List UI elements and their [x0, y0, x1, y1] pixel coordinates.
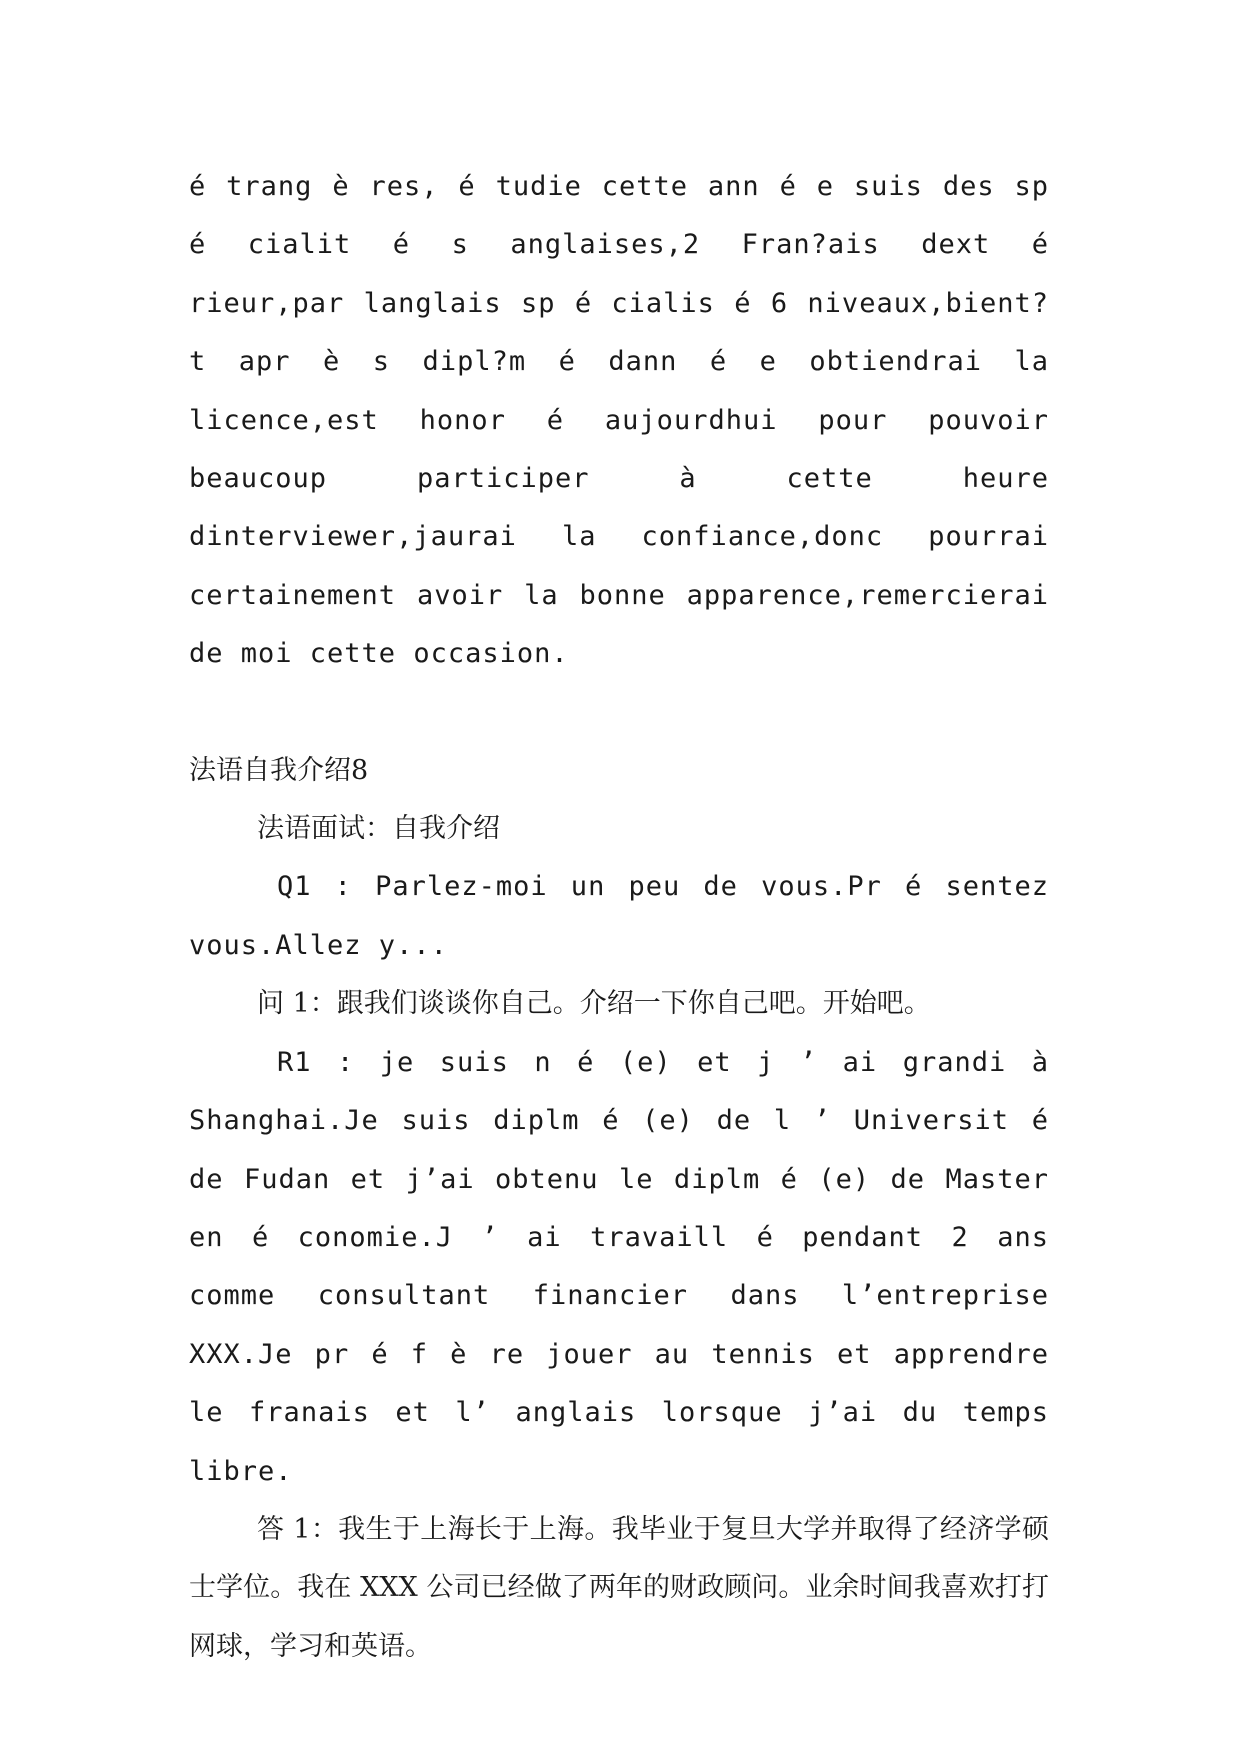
document-body [189, 158, 1049, 1676]
question-1-chinese: 问 1：跟我们谈谈你自己。介绍一下你自己吧。开始吧。 [257, 988, 931, 1020]
response-1-french: R1 : je suis n é (e) et j ’ ai grandi à Shanghai.Je suis diplm é (e) de l ’ Universit é de Fudan et j’ai obtenu le diplm é (e) de Master en é conomie.J ’ ai travaill é pendant 2 ans comme consultant financier dans l’entreprise XXX.Je pr é f è re jouer au tennis et apprendre le franais et l’ anglais lorsque j’ai du temps libre. [189, 1046, 1049, 1487]
subtitle-interview: 法语面试：自我介绍 [257, 813, 500, 845]
answer-1-chinese: 答 1：我生于上海长于上海。我毕业于复旦大学并取得了经济学硕士学位。我在 XXX 公司已经做了两年的财政顾问。业余时间我喜欢打打网球，学习和英语。 [189, 1513, 1049, 1662]
section-spacer [189, 684, 1049, 742]
section-title: 法语自我介绍8 [189, 754, 369, 786]
question-1-french: Q1 : Parlez-moi un peu de vous.Pr é sentez vous.Allez y... [189, 871, 1049, 961]
paragraph-french-continuation: é trang è res, é tudie cette ann é e suis des sp é cialit é s anglaises,2 Fran?ais dext é rieur,par langlais sp é cialis é 6 niveaux,bient?t apr è s dipl?m é dann é e obtiendrai la licence,est honor é aujourdhui pour pouvoir beaucoup participer à cette heure dinterviewer,jaurai la confiance,donc pourrai certainement avoir la bonne apparence,remercierai de moi cette occasion. [189, 171, 1049, 670]
